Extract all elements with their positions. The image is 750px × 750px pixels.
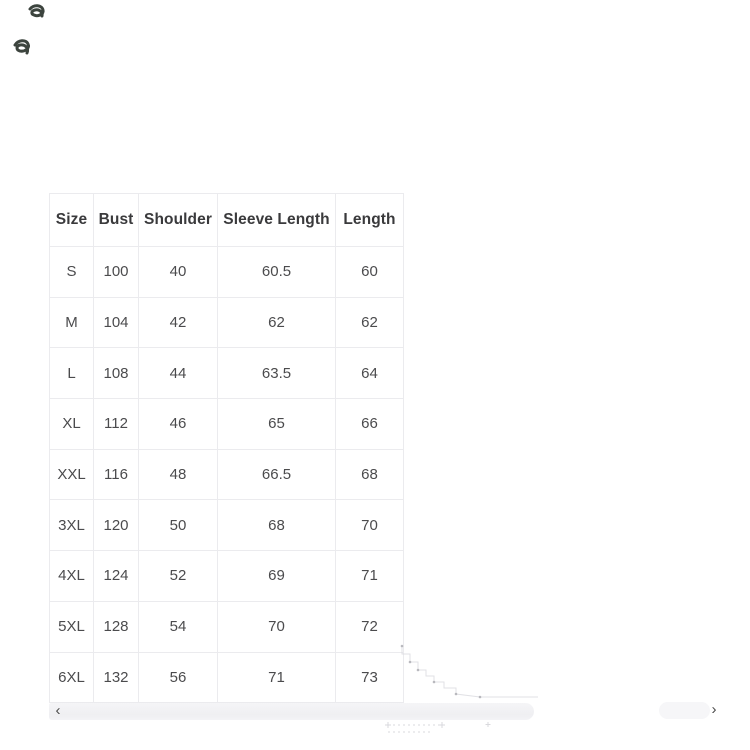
measurement-cell: 100 bbox=[94, 247, 139, 298]
size-chart-table-body bbox=[50, 247, 404, 703]
table-row bbox=[50, 247, 404, 298]
measurement-cell: 70 bbox=[218, 601, 336, 652]
measurement-cell: 65 bbox=[218, 399, 336, 450]
table-row bbox=[50, 652, 404, 703]
measurement-cell: 72 bbox=[336, 601, 404, 652]
measurement-cell: 68 bbox=[336, 449, 404, 500]
measurement-cell: 128 bbox=[94, 601, 139, 652]
size-cell: XXL bbox=[50, 449, 94, 500]
scroll-left-icon[interactable]: ‹ bbox=[55, 702, 61, 719]
size-cell: XL bbox=[50, 399, 94, 450]
measurement-cell: 42 bbox=[139, 297, 218, 348]
table-row bbox=[50, 551, 404, 602]
measurement-cell: 71 bbox=[336, 551, 404, 602]
table-row bbox=[50, 399, 404, 450]
measurement-cell: 63.5 bbox=[218, 348, 336, 399]
table-row bbox=[50, 500, 404, 551]
measurement-cell: 54 bbox=[139, 601, 218, 652]
table-row bbox=[50, 449, 404, 500]
measurement-cell: 62 bbox=[218, 297, 336, 348]
horizontal-scrollbar-thumb[interactable] bbox=[659, 702, 710, 719]
measurement-cell: 108 bbox=[94, 348, 139, 399]
measurement-cell: 73 bbox=[336, 652, 404, 703]
table-row bbox=[50, 348, 404, 399]
size-cell: L bbox=[50, 348, 94, 399]
measurement-cell: 71 bbox=[218, 652, 336, 703]
size-cell: S bbox=[50, 247, 94, 298]
faint-sketch-lines bbox=[384, 632, 554, 742]
measurement-cell: 52 bbox=[139, 551, 218, 602]
table-row bbox=[50, 297, 404, 348]
col-header-length: Length bbox=[336, 194, 404, 247]
col-header-size: Size bbox=[50, 194, 94, 247]
size-cell: M bbox=[50, 297, 94, 348]
measurement-cell: 62 bbox=[336, 297, 404, 348]
measurement-cell: 66.5 bbox=[218, 449, 336, 500]
measurement-cell: 124 bbox=[94, 551, 139, 602]
header-row bbox=[50, 194, 404, 247]
measurement-cell: 60.5 bbox=[218, 247, 336, 298]
measurement-cell: 48 bbox=[139, 449, 218, 500]
size-cell: 4XL bbox=[50, 551, 94, 602]
measurement-cell: 116 bbox=[94, 449, 139, 500]
size-chart-table bbox=[49, 193, 404, 703]
artifact-mark-icon bbox=[8, 0, 68, 64]
measurement-cell: 66 bbox=[336, 399, 404, 450]
size-cell: 6XL bbox=[50, 652, 94, 703]
measurement-cell: 104 bbox=[94, 297, 139, 348]
col-header-bust: Bust bbox=[94, 194, 139, 247]
size-cell: 3XL bbox=[50, 500, 94, 551]
measurement-cell: 68 bbox=[218, 500, 336, 551]
measurement-cell: 112 bbox=[94, 399, 139, 450]
measurement-cell: 64 bbox=[336, 348, 404, 399]
measurement-cell: 120 bbox=[94, 500, 139, 551]
measurement-cell: 50 bbox=[139, 500, 218, 551]
horizontal-scrollbar-track[interactable] bbox=[49, 703, 534, 720]
table-row bbox=[50, 601, 404, 652]
measurement-cell: 56 bbox=[139, 652, 218, 703]
measurement-cell: 60 bbox=[336, 247, 404, 298]
col-header-shoulder: Shoulder bbox=[139, 194, 218, 247]
measurement-cell: 40 bbox=[139, 247, 218, 298]
measurement-cell: 69 bbox=[218, 551, 336, 602]
measurement-cell: 46 bbox=[139, 399, 218, 450]
measurement-cell: 70 bbox=[336, 500, 404, 551]
measurement-cell: 132 bbox=[94, 652, 139, 703]
size-cell: 5XL bbox=[50, 601, 94, 652]
measurement-cell: 44 bbox=[139, 348, 218, 399]
col-header-sleeve-length: Sleeve Length bbox=[218, 194, 336, 247]
scroll-right-icon[interactable]: › bbox=[711, 701, 717, 718]
